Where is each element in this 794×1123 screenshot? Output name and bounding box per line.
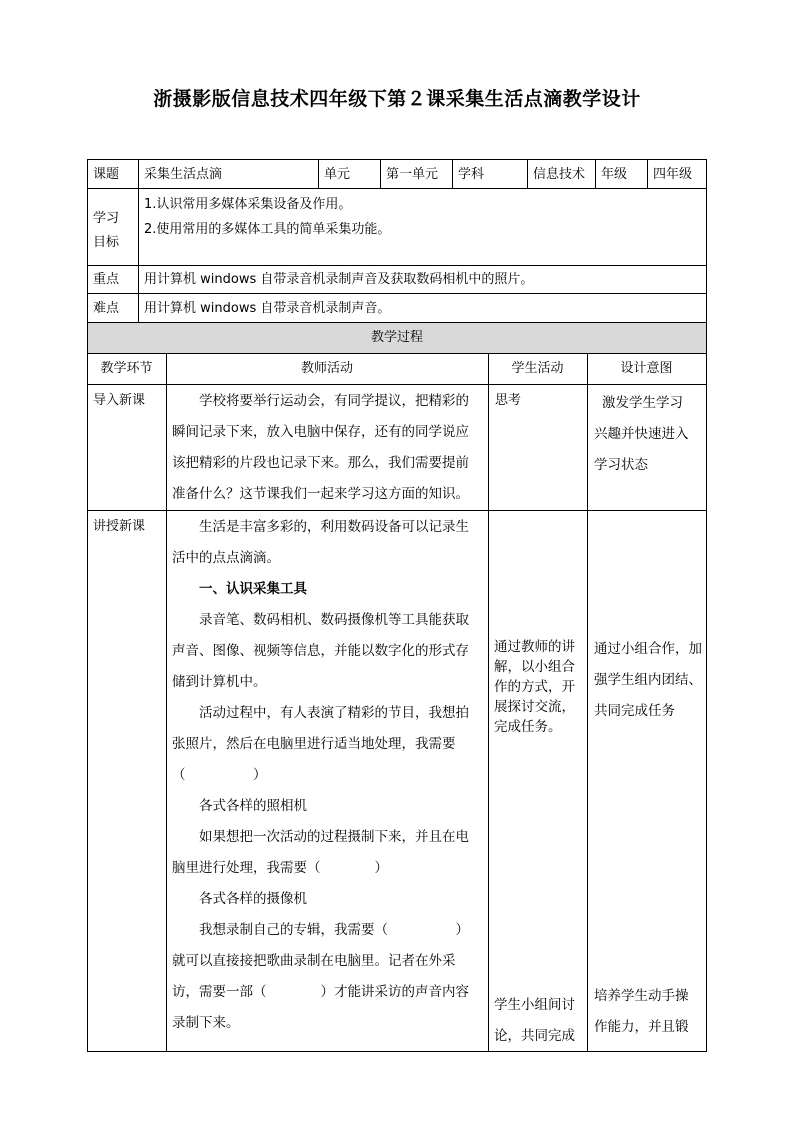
table-border xyxy=(87,510,707,511)
design-intent-text: 通过小组合作，加强学生组内团结、共同完成任务 xyxy=(594,641,702,719)
goals-label: 目标 xyxy=(93,235,120,250)
key-point-label: 重点 xyxy=(93,272,120,287)
table-border xyxy=(452,159,453,188)
key-point-text: 用计算机 windows 自带录音机录制声音及获取数码相机中的照片。 xyxy=(144,272,534,287)
table-border xyxy=(587,353,588,1052)
table-border xyxy=(527,159,528,188)
teacher-paragraph: 各式各样的照相机 xyxy=(199,798,307,814)
column-header: 设计意图 xyxy=(620,361,673,376)
teacher-paragraph: 学校将要举行运动会，有同学提议，把精彩的瞬间记录下来，放入电脑中保存，还有的同学说应该把精彩的片段也记录下来。那么，我们需要提前准备什么？这节课我们一起来学习这方面的知识。 xyxy=(172,393,469,502)
teacher-paragraph: 各式各样的摄像机 xyxy=(199,891,307,907)
table-border xyxy=(166,353,167,1052)
design-intent xyxy=(594,634,702,727)
table-border xyxy=(706,159,707,1052)
subject-label: 学科 xyxy=(458,167,485,182)
table-border xyxy=(647,159,648,188)
stage-label: 导入新课 xyxy=(93,393,146,408)
table-border xyxy=(87,322,707,323)
page-title: 浙摄影版信息技术四年级下第２课采集生活点滴教学设计 xyxy=(153,88,641,110)
teacher-paragraph: 活动过程中，有人表演了精彩的节目，我想拍张照片，然后在电脑里进行适当地处理，我需要（ ） xyxy=(172,705,469,783)
teacher-paragraph: 录音笔、数码相机、数码摄像机等工具能获取声音、图像、视频等信息，并能以数字化的形式存储到计算机中。 xyxy=(172,612,469,690)
table-border xyxy=(318,159,319,188)
topic-label: 课题 xyxy=(93,167,120,182)
table-border xyxy=(138,159,139,322)
table-border xyxy=(488,353,489,1052)
teacher-paragraph: 我想录制自己的专辑，我需要（ ）就可以直接接把歌曲录制在电脑里。记者在外采访，需要一部（ ）才能讲采访的声音内容录制下来。 xyxy=(172,922,469,1031)
table-border xyxy=(87,384,707,385)
table-border xyxy=(380,159,381,188)
student-activity: 学生小组间讨 xyxy=(494,997,575,1013)
teacher-activity xyxy=(172,512,482,1039)
difficulty-label: 难点 xyxy=(93,301,120,316)
stage-label: 讲授新课 xyxy=(93,519,146,534)
teacher-paragraph: 如果想把一次活动的过程摄制下来，并且在电脑里进行处理，我需要（ ） xyxy=(172,829,469,876)
section-heading: 一、认识采集工具 xyxy=(199,581,307,597)
table-border xyxy=(87,188,707,189)
column-header: 教学环节 xyxy=(100,361,153,376)
design-intent: 学习状态 xyxy=(594,457,648,473)
grade-label: 年级 xyxy=(601,167,628,182)
goal-item: 2.使用常用的多媒体工具的简单采集功能。 xyxy=(144,222,391,237)
goals-label: 学习 xyxy=(93,211,120,226)
design-intent: 培养学生动手操 xyxy=(594,988,689,1004)
table-border xyxy=(87,159,88,1052)
design-intent: 兴趣并快速进入 xyxy=(594,426,689,442)
subject-value: 信息技术 xyxy=(533,167,586,182)
difficulty-text: 用计算机 windows 自带录音机录制声音。 xyxy=(144,301,391,316)
student-activity: 思考 xyxy=(495,393,522,408)
design-intent: 作能力，并且锻 xyxy=(594,1019,689,1035)
student-activity: 通过教师的讲解，以小组合作的方式，开展探讨交流，完成任务。 xyxy=(494,639,575,735)
section-title: 教学过程 xyxy=(370,330,423,345)
goal-item: 1.认识常用多媒体采集设备及作用。 xyxy=(144,197,352,212)
teacher-activity xyxy=(172,386,482,510)
unit-label: 单元 xyxy=(324,167,351,182)
table-border xyxy=(595,159,596,188)
unit-value: 第一单元 xyxy=(386,167,439,182)
column-header: 教师活动 xyxy=(300,361,353,376)
grade-value: 四年级 xyxy=(653,167,693,182)
table-border xyxy=(87,1051,707,1052)
student-activity: 论，共同完成 xyxy=(494,1028,575,1044)
design-intent: 激发学生学习 xyxy=(602,395,683,411)
table-border xyxy=(87,353,707,354)
table-border xyxy=(87,293,707,294)
column-header: 学生活动 xyxy=(511,361,564,376)
teacher-paragraph: 生活是丰富多彩的，利用数码设备可以记录生活中的点点滴滴。 xyxy=(172,519,469,566)
table-border xyxy=(87,265,707,266)
table-border xyxy=(87,159,707,160)
topic-value: 采集生活点滴 xyxy=(144,167,223,182)
